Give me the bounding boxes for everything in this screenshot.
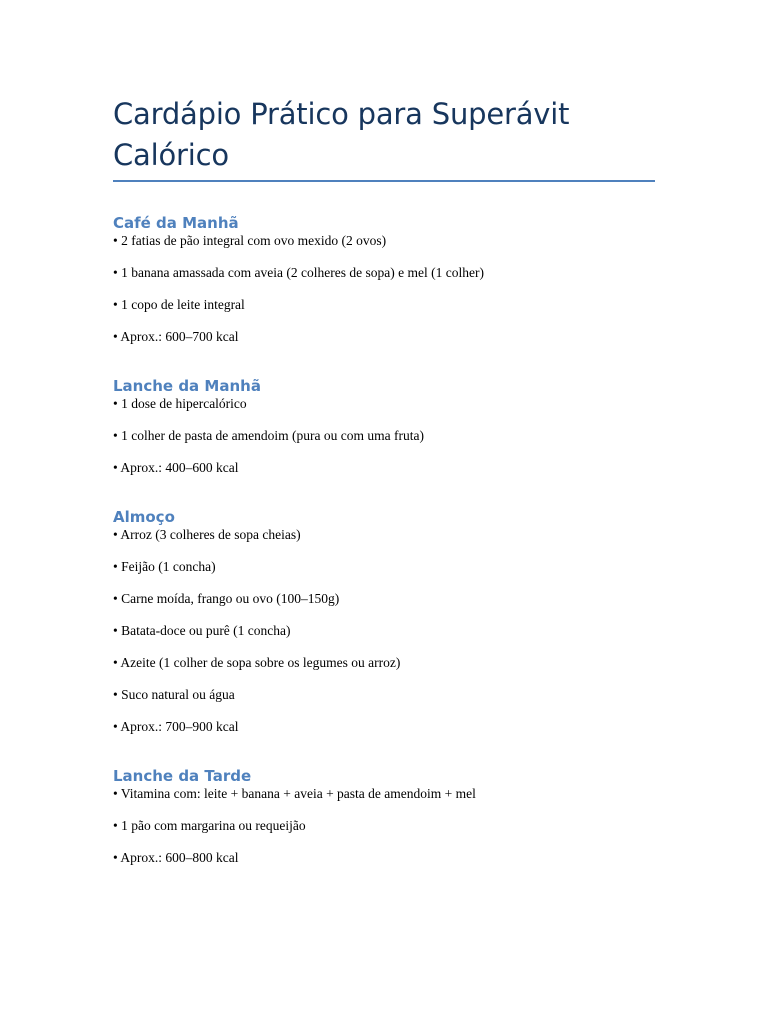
- section-lanche-da-manha: [113, 377, 655, 476]
- list-item: • Arroz (3 colheres de sopa cheias): [113, 527, 301, 542]
- list-item: • Azeite (1 colher de sopa sobre os legumes ou arroz): [113, 655, 401, 670]
- list-item: • Aprox.: 600–700 kcal: [113, 329, 239, 344]
- title-line-1: Cardápio Prático para Superávit: [113, 97, 570, 131]
- section-almoco: [113, 508, 655, 735]
- list-item: • Aprox.: 600–800 kcal: [113, 850, 239, 865]
- section-heading: Café da Manhã: [113, 214, 239, 232]
- list-item: • 1 banana amassada com aveia (2 colheres de sopa) e mel (1 colher): [113, 265, 484, 280]
- list-item: • Aprox.: 400–600 kcal: [113, 460, 239, 475]
- list-item: • Feijão (1 concha): [113, 559, 216, 574]
- section-heading: Lanche da Manhã: [113, 377, 261, 395]
- document-page: [113, 94, 655, 866]
- list-item: • 1 copo de leite integral: [113, 297, 245, 312]
- section-heading: Lanche da Tarde: [113, 767, 252, 785]
- section-cafe-da-manha: [113, 214, 655, 345]
- section-lanche-da-tarde: [113, 767, 655, 866]
- list-item: • Batata-doce ou purê (1 concha): [113, 623, 291, 638]
- list-item: • 1 colher de pasta de amendoim (pura ou com uma fruta): [113, 428, 424, 443]
- list-item: • Suco natural ou água: [113, 687, 235, 702]
- list-item: • 1 pão com margarina ou requeijão: [113, 818, 306, 833]
- list-item: • Aprox.: 700–900 kcal: [113, 719, 239, 734]
- title-divider: [113, 180, 655, 182]
- list-item: • 2 fatias de pão integral com ovo mexido (2 ovos): [113, 233, 387, 248]
- document-title: [113, 94, 655, 176]
- title-line-2: Calórico: [113, 138, 229, 172]
- list-item: • Vitamina com: leite + banana + aveia + pasta de amendoim + mel: [113, 786, 476, 801]
- list-item: • 1 dose de hipercalórico: [113, 396, 247, 411]
- section-heading: Almoço: [113, 508, 175, 526]
- list-item: • Carne moída, frango ou ovo (100–150g): [113, 591, 340, 606]
